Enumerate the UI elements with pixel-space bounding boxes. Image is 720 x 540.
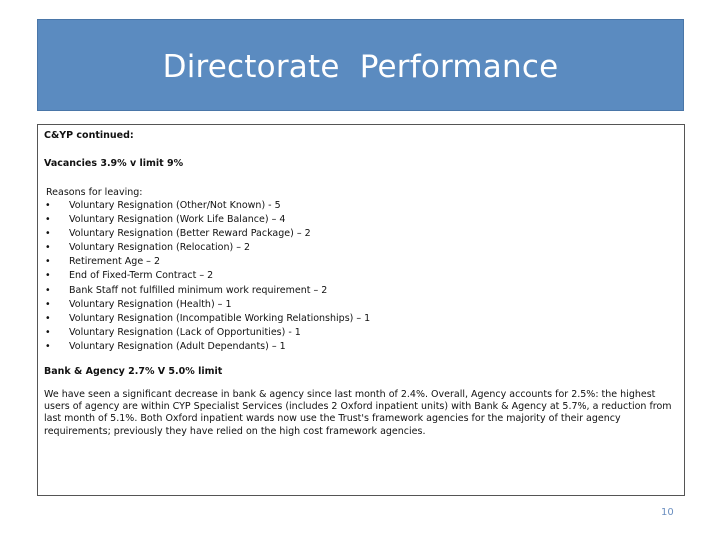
bullet-icon: • [45, 214, 51, 226]
reason-text: Voluntary Resignation (Better Reward Package) – 2 [69, 228, 311, 240]
reason-text: End of Fixed-Term Contract – 2 [69, 270, 214, 282]
vacancies-heading: Vacancies 3.9% v limit 9% [44, 158, 184, 169]
bullet-icon: • [45, 256, 51, 268]
list-item [44, 326, 678, 340]
bullet-icon: • [45, 298, 51, 310]
reasons-list [44, 199, 678, 354]
bullet-icon: • [45, 228, 51, 240]
page-title: Directorate Performance [162, 49, 559, 85]
bank-agency-heading: Bank & Agency 2.7% V 5.0% limit [44, 366, 223, 378]
bullet-icon: • [45, 340, 51, 352]
list-item [44, 312, 678, 326]
reason-text: Voluntary Resignation (Health) – 1 [69, 298, 232, 310]
reason-text: Voluntary Resignation (Work Life Balance) – 4 [69, 214, 286, 226]
reason-text: Bank Staff not fulfilled minimum work requirement – 2 [69, 284, 328, 296]
reason-text: Voluntary Resignation (Relocation) – 2 [69, 242, 251, 254]
bullet-icon: • [45, 284, 51, 296]
reason-text: Voluntary Resignation (Adult Dependants) – 1 [69, 340, 286, 352]
list-item [44, 340, 678, 354]
page-number: 10 [661, 507, 674, 518]
list-item [44, 269, 678, 283]
section-heading: C&YP continued: [44, 130, 134, 141]
list-item [44, 298, 678, 312]
list-item [44, 255, 678, 269]
bullet-icon: • [45, 270, 51, 282]
bank-agency-paragraph: We have seen a significant decrease in bank & agency since last month of 2.4%. Overall, Agency accounts for 2.5%: the highest users of agency are within CYP Specialist Services (includes 2 Oxford inpatient units) with Bank & Agency at 5.7%, a reduction from last month of 5.1%. Both Oxford inpatient wards now use the Trust's framework agencies for the majority of their agency requirements; previously they have relied on the high cost framework agencies. [44, 389, 672, 437]
reason-text: Voluntary Resignation (Incompatible Working Relationships) – 1 [69, 312, 371, 324]
list-item [44, 227, 678, 241]
reason-text: Retirement Age – 2 [69, 256, 160, 268]
list-item [44, 241, 678, 255]
content-box [37, 124, 685, 496]
list-item [44, 213, 678, 227]
reason-text: Voluntary Resignation (Other/Not Known) - 5 [69, 200, 281, 211]
reasons-intro: Reasons for leaving: [46, 187, 143, 198]
bullet-icon: • [45, 326, 51, 338]
bullet-icon: • [45, 200, 51, 211]
bullet-icon: • [45, 312, 51, 324]
list-item [44, 284, 678, 298]
bullet-icon: • [45, 242, 51, 254]
title-bar [37, 19, 684, 111]
list-item [44, 199, 678, 213]
reason-text: Voluntary Resignation (Lack of Opportunities) - 1 [69, 326, 301, 338]
